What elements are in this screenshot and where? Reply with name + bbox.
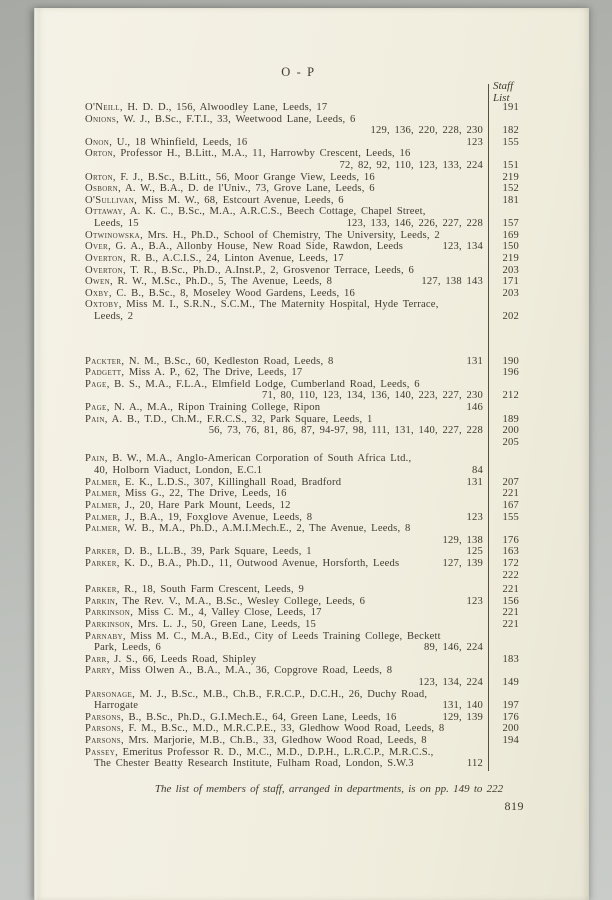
directory-entry-line (85, 125, 519, 137)
entry-staff-list-number: 212 (502, 390, 519, 402)
entry-details: , Mrs. L. J., 50, Green Lane, Leeds, 15 (130, 618, 316, 630)
entry-page-refs: 72, 82, 92, 110, 123, 133, 224 (339, 160, 483, 172)
entry-surname: Passey (85, 746, 116, 758)
directory-entry-line (85, 607, 519, 619)
entry-text (94, 642, 161, 654)
entry-surname: Padgett (85, 367, 122, 379)
entry-staff-list-number: 155 (502, 136, 519, 148)
directory-entry-line (85, 476, 519, 489)
entry-details: , K. D., B.A., Ph.D., 11, Outwood Avenue, Horsforth, Leeds (116, 557, 400, 569)
footer-note: The list of members of staff, arranged in departments, is on pp. 149 to 222 (154, 782, 504, 795)
entry-details: , Miss M. I., S.R.N., S.C.M., The Maternity Hospital, Hyde Terrace, (118, 299, 439, 311)
entry-staff-list-number: 176 (502, 711, 519, 723)
entry-staff-list-number: 191 (502, 102, 519, 113)
directory-entry-line (85, 758, 488, 770)
entry-details: , W. B., M.A., Ph.D., A.M.I.Mech.E., 2, The Avenue, Leeds, 8 (117, 523, 411, 535)
entry-surname: Onon (85, 136, 110, 148)
entry-surname: Palmer (85, 499, 118, 511)
entry-surname: Page (85, 402, 107, 414)
entry-text (85, 148, 411, 160)
entry-details: , E. K., L.D.S., 307, Killinghall Road, Bradford (117, 476, 342, 488)
entry-details: , B. W., M.A., Anglo-American Corporation of South Africa Ltd., (104, 453, 412, 465)
entry-text (85, 299, 439, 311)
entry-page-refs: 123, 134, 224 (418, 677, 483, 689)
entry-text (85, 665, 392, 677)
entry-surname: Osborn (85, 183, 119, 195)
entry-text (94, 218, 139, 230)
entry-staff-list-number: 151 (502, 160, 519, 172)
entry-surname: Parker (85, 546, 117, 558)
entry-text (94, 758, 414, 770)
directory-entry-line (85, 618, 519, 631)
entry-staff-list-number: 221 (502, 607, 519, 619)
directory-entry-line (85, 436, 519, 449)
directory-entry-line (85, 584, 519, 596)
directory-entry-line (85, 355, 519, 368)
entry-surname: Packter (85, 355, 122, 367)
entry-surname: Parker (85, 584, 117, 596)
directory-entry-line (85, 569, 519, 582)
directory-entry-line (85, 194, 519, 207)
entry-text (85, 453, 411, 465)
directory-entry-line (85, 723, 519, 735)
entry-surname: Parsonage (85, 688, 133, 700)
directory-entry-line (85, 252, 519, 265)
entry-details: Leeds, 2 (94, 310, 134, 322)
entry-details: , N. M., B.Sc., 60, Kedleston Road, Leeds, 8 (121, 355, 334, 367)
entry-staff-list-number: 197 (502, 700, 519, 712)
directory-entry-line (85, 546, 519, 558)
entry-details: , A. B., T.D., Ch.M., F.R.C.S., 32, Park Square, Leeds, 1 (104, 413, 373, 425)
entry-text (85, 488, 287, 500)
entry-page-refs: 127, 138 143 (421, 276, 483, 288)
entry-surname: O'Neill (85, 102, 120, 113)
entry-surname: Owen (85, 276, 110, 288)
entry-staff-list-number: 155 (502, 511, 519, 523)
entry-staff-list-number: 156 (502, 595, 519, 607)
entry-details: , C. B., B.Sc., 8, Moseley Wood Gardens, Leeds, 16 (108, 287, 355, 299)
entry-details: , R., 18, South Farm Crescent, Leeds, 9 (116, 584, 304, 596)
entry-surname: Parkin (85, 595, 116, 607)
directory-entry-line (85, 747, 488, 759)
entry-text (85, 241, 403, 253)
directory-entry-line (85, 557, 519, 570)
entry-text (85, 253, 344, 265)
entry-text (85, 723, 444, 735)
entry-staff-list-number: 169 (502, 229, 519, 241)
entry-text (85, 512, 312, 524)
entry-text (85, 584, 304, 596)
entry-staff-list-number: 194 (502, 735, 519, 747)
entry-staff-list-number: 150 (502, 241, 519, 253)
directory-entry-line (85, 488, 519, 500)
entry-text (94, 700, 138, 712)
entry-staff-list-number: 190 (502, 355, 519, 367)
directory-entry-line (85, 287, 519, 300)
directory-entry-line (85, 171, 519, 184)
entry-staff-list-number: 219 (502, 171, 519, 183)
entry-text (85, 288, 355, 300)
entry-text (85, 558, 399, 570)
directory-entry-line (85, 276, 519, 288)
entry-staff-list-number: 221 (502, 618, 519, 630)
entry-staff-list-number: 203 (502, 287, 519, 299)
entry-details: , B., B.Sc., Ph.D., G.I.Mech.E., 64, Green Lane, Leeds, 16 (120, 711, 397, 723)
entry-page-refs: 56, 73, 76, 81, 86, 87, 94-97, 98, 111, 131, 140, 227, 228 (208, 425, 483, 437)
entry-details: , J., 20, Hare Park Mount, Leeds, 12 (117, 499, 291, 511)
entry-staff-list-number: 196 (502, 367, 519, 379)
entry-staff-list-number: 183 (502, 653, 519, 665)
entry-text (85, 546, 312, 558)
entry-surname: Ottaway (85, 206, 123, 218)
entry-surname: Parsons (85, 735, 121, 747)
entry-staff-list-number: 203 (502, 264, 519, 276)
entry-page-refs: 123, 133, 146, 226, 227, 228 (346, 218, 483, 230)
directory-entry-line (85, 700, 519, 712)
entry-surname: Parker (85, 557, 117, 569)
entry-page-refs: 125 (466, 546, 483, 558)
entry-surname: Orton (85, 148, 113, 160)
entry-details: , Miss M. W., 68, Estcourt Avenue, Leeds, 6 (134, 194, 344, 206)
entry-details: , Professor H., B.Litt., M.A., 11, Harrowby Crescent, Leeds, 16 (112, 148, 411, 160)
entry-surname: Parr (85, 653, 107, 665)
entry-surname: Parsons (85, 723, 121, 735)
entry-text (85, 414, 372, 426)
directory-entry-line (85, 299, 488, 311)
entry-text (85, 230, 440, 242)
entry-text (85, 356, 333, 368)
entry-text (85, 183, 375, 195)
directory-entry-line (85, 735, 519, 747)
entry-staff-list-number: 207 (502, 476, 519, 488)
directory-entry-line (85, 511, 519, 524)
directory-entry-line (85, 642, 488, 654)
entry-details: , J. S., 66, Leeds Road, Shipley (106, 653, 257, 665)
entry-page-refs: 131 (466, 355, 483, 367)
entry-details: Harrogate (94, 700, 139, 712)
directory-entry-line (85, 677, 519, 689)
entry-text (85, 619, 316, 631)
entry-text (85, 402, 320, 414)
entry-surname: Palmer (85, 488, 118, 500)
entry-staff-list-number: 171 (502, 276, 519, 288)
directory-entry-line (85, 206, 488, 218)
entry-text (85, 195, 344, 207)
section-header: O - P (281, 65, 315, 79)
entry-page-refs: 127, 139 (442, 557, 483, 569)
entry-details: , A. W., B.A., D. de l'Univ., 73, Grove Lane, Leeds, 6 (118, 183, 375, 195)
entry-details: , R. B., A.C.I.S., 24, Linton Avenue, Leeds, 17 (122, 252, 344, 264)
entry-staff-list-number: 221 (502, 584, 519, 596)
entry-text (85, 735, 427, 747)
entry-surname: Pain (85, 413, 105, 425)
entry-surname: Overton (85, 252, 123, 264)
entry-text (85, 654, 256, 666)
entry-details: , D. B., LL.B., 39, Park Square, Leeds, 1 (116, 546, 312, 558)
entry-surname: Parkinson (85, 618, 131, 630)
entry-surname: Oxtoby (85, 299, 119, 311)
directory-entry-line (85, 534, 519, 547)
directory-entry-line (85, 310, 519, 323)
directory-entry-line (85, 453, 488, 465)
directory-entry-line (85, 379, 488, 391)
directory-entry-line (85, 402, 488, 414)
entry-surname: Page (85, 378, 107, 390)
entry-details: , H. D. D., 156, Alwoodley Lane, Leeds, 17 (119, 102, 328, 113)
entry-surname: Palmer (85, 511, 118, 523)
directory-entry-line (85, 148, 488, 160)
entry-surname: Parkinson (85, 607, 131, 619)
entry-details: , A. K. C., B.Sc., M.A., A.R.C.S., Beech Cottage, Chapel Street, (122, 206, 426, 218)
directory-entry-line (85, 218, 519, 230)
directory-entry-line (85, 425, 519, 437)
entry-text (85, 477, 341, 489)
directory-entry-line (85, 631, 488, 643)
entry-page-refs: 89, 146, 224 (424, 642, 483, 654)
entry-text (85, 206, 426, 218)
entry-text (94, 311, 133, 323)
entry-text (85, 596, 365, 608)
directory-list (34, 102, 589, 770)
directory-entry-line (85, 160, 519, 172)
entry-staff-list-number: 149 (502, 677, 519, 689)
scanned-page (34, 8, 589, 900)
entry-text (85, 276, 332, 288)
entry-surname: Over (85, 241, 109, 253)
directory-entry-line (85, 499, 519, 512)
entry-page-refs: 131 (466, 476, 483, 488)
entry-page-refs: 129, 139 (442, 711, 483, 723)
entry-staff-list-number: 167 (502, 499, 519, 511)
entry-page-refs: 123 (466, 136, 483, 148)
entry-page-refs: 112 (466, 758, 483, 770)
directory-entry-line (85, 241, 519, 253)
entry-details: , Mrs. Marjorie, M.B., Ch.B., 33, Gledhow Wood Road, Leeds, 8 (120, 735, 427, 747)
entry-staff-list-number: 189 (502, 413, 519, 425)
entry-page-refs: 131, 140 (442, 700, 483, 712)
entry-text (85, 747, 434, 759)
entry-text (85, 172, 375, 184)
entry-details: , Miss Olwen A., B.A., M.A., 36, Copgrove Road, Leeds, 8 (111, 665, 393, 677)
entry-surname: Parry (85, 665, 112, 677)
entry-text (85, 137, 247, 149)
entry-details: Leeds, 15 (94, 218, 139, 230)
entry-details: The Chester Beatty Research Institute, Fulham Road, London, S.W.3 (94, 758, 414, 770)
entry-staff-list-number: 200 (502, 723, 519, 735)
entry-details: , Miss C. M., 4, Valley Close, Leeds, 17 (130, 607, 322, 619)
entry-details: 40, Holborn Viaduct, London, E.C.1 (94, 465, 263, 477)
entry-page-refs: 123 (466, 511, 483, 523)
entry-details: , G. A., B.A., Allonby House, New Road Side, Rawdon, Leeds (108, 241, 404, 253)
directory-entry-line (85, 264, 519, 277)
entry-staff-list-number: 222 (502, 569, 519, 581)
directory-entry-line (85, 665, 488, 677)
entry-surname: Palmer (85, 523, 118, 535)
entry-surname: Otwinowska (85, 229, 141, 241)
directory-entry-line (85, 183, 519, 195)
entry-staff-list-number: 163 (502, 546, 519, 558)
entry-page-refs: 129, 138 (442, 534, 483, 546)
directory-entry-line (85, 595, 519, 608)
staff-list-column-header (493, 81, 513, 104)
entry-staff-list-number: 200 (502, 425, 519, 437)
staff-header-line2: List (493, 91, 510, 104)
entry-staff-list-number: 219 (502, 252, 519, 264)
entry-staff-list-number: 202 (502, 310, 519, 322)
entry-text (85, 367, 302, 379)
entry-details: , U., 18 Whinfield, Leeds, 16 (109, 136, 248, 148)
entry-details: , The Rev. V., M.A., B.Sc., Wesley College, Leeds, 6 (115, 595, 366, 607)
entry-details: , Miss M. C., M.A., B.Ed., City of Leeds Training College, Beckett (122, 630, 441, 642)
staff-column-rule (488, 84, 489, 771)
entry-surname: Parsons (85, 711, 121, 723)
entry-staff-list-number: 182 (502, 125, 519, 137)
entry-surname: Onions (85, 113, 117, 125)
entry-text (94, 465, 262, 477)
entry-staff-list-number: 172 (502, 557, 519, 569)
directory-entry-line (85, 465, 488, 477)
directory-entry-line (85, 523, 488, 535)
entry-text (85, 689, 427, 701)
entry-staff-list-number: 152 (502, 183, 519, 195)
entry-page-refs: 71, 80, 110, 123, 134, 136, 140, 223, 227, 230 (262, 390, 483, 402)
entry-text (85, 712, 397, 724)
directory-entry-line (85, 711, 519, 724)
entry-text (85, 523, 410, 535)
entry-surname: Palmer (85, 476, 118, 488)
entry-details: , R. W., M.Sc., Ph.D., 5, The Avenue, Leeds, 8 (110, 276, 333, 288)
directory-entry-line (85, 229, 519, 242)
entry-text (85, 500, 291, 512)
entry-surname: O'Sullivan (85, 194, 135, 206)
entry-details: , Miss A. P., 62, The Drive, Leeds, 17 (121, 367, 303, 379)
entry-text (85, 265, 414, 277)
entry-surname: Pain (85, 453, 105, 465)
entry-page-refs: 84 (472, 465, 483, 477)
entry-details: Park, Leeds, 6 (94, 642, 162, 654)
entry-details: , Miss G., 22, The Drive, Leeds, 16 (117, 488, 287, 500)
entry-surname: Parnaby (85, 630, 123, 642)
entry-text (85, 102, 327, 114)
entry-staff-list-number: 157 (502, 218, 519, 230)
entry-details: , Emeritus Professor R. D., M.C., M.D., D.P.H., L.R.C.P., M.R.C.S., (115, 746, 434, 758)
entry-staff-list-number: 181 (502, 194, 519, 206)
entry-staff-list-number: 176 (502, 534, 519, 546)
entry-details: , N. A., M.A., Ripon Training College, Ripon (106, 402, 321, 414)
directory-entry-line (85, 653, 519, 666)
directory-entry-line (85, 114, 488, 126)
entry-details: , F. M., B.Sc., M.D., M.R.C.P.E., 33, Gledhow Wood Road, Leeds, 8 (120, 723, 445, 735)
entry-page-refs: 123 (466, 595, 483, 607)
directory-entry-line (85, 390, 519, 402)
entry-surname: Oxby (85, 287, 109, 299)
entry-surname: Overton (85, 264, 123, 276)
entry-details: , J., B.A., 19, Foxglove Avenue, Leeds, 8 (117, 511, 313, 523)
page-number: 819 (504, 798, 524, 813)
directory-entry-line (85, 413, 519, 426)
entry-details: , M. J., B.Sc., M.B., Ch.B., F.R.C.P., D.C.H., 26, Duchy Road, (132, 688, 428, 700)
entry-staff-list-number: 221 (502, 488, 519, 500)
directory-entry-line (85, 102, 519, 114)
entry-details: , B. S., M.A., F.L.A., Elmfield Lodge, Cumberland Road, Leeds, 6 (106, 378, 420, 390)
entry-surname: Orton (85, 171, 113, 183)
directory-entry-line (85, 367, 519, 379)
directory-entry-line (85, 689, 488, 701)
entry-text (85, 607, 322, 619)
entry-details: , F. J., B.Sc., B.Litt., 56, Moor Grange View, Leeds, 16 (112, 171, 375, 183)
entry-page-refs: 146 (466, 402, 483, 414)
entry-details: , Mrs. H., Ph.D., School of Chemistry, The University, Leeds, 2 (140, 229, 440, 241)
entry-text (85, 631, 441, 643)
entry-text (85, 114, 356, 126)
entry-details: , W. J., B.Sc., F.T.I., 33, Weetwood Lane, Leeds, 6 (116, 113, 356, 125)
entry-staff-list-number: 205 (502, 436, 519, 448)
entry-text (85, 379, 420, 391)
directory-entry-line (85, 136, 519, 149)
staff-header-line1: Staff (493, 80, 514, 92)
entry-details: , T. R., B.Sc., Ph.D., A.Inst.P., 2, Grosvenor Terrace, Leeds, 6 (122, 264, 415, 276)
entry-page-refs: 123, 134 (442, 241, 483, 253)
entry-page-refs: 129, 136, 220, 228, 230 (370, 125, 483, 137)
